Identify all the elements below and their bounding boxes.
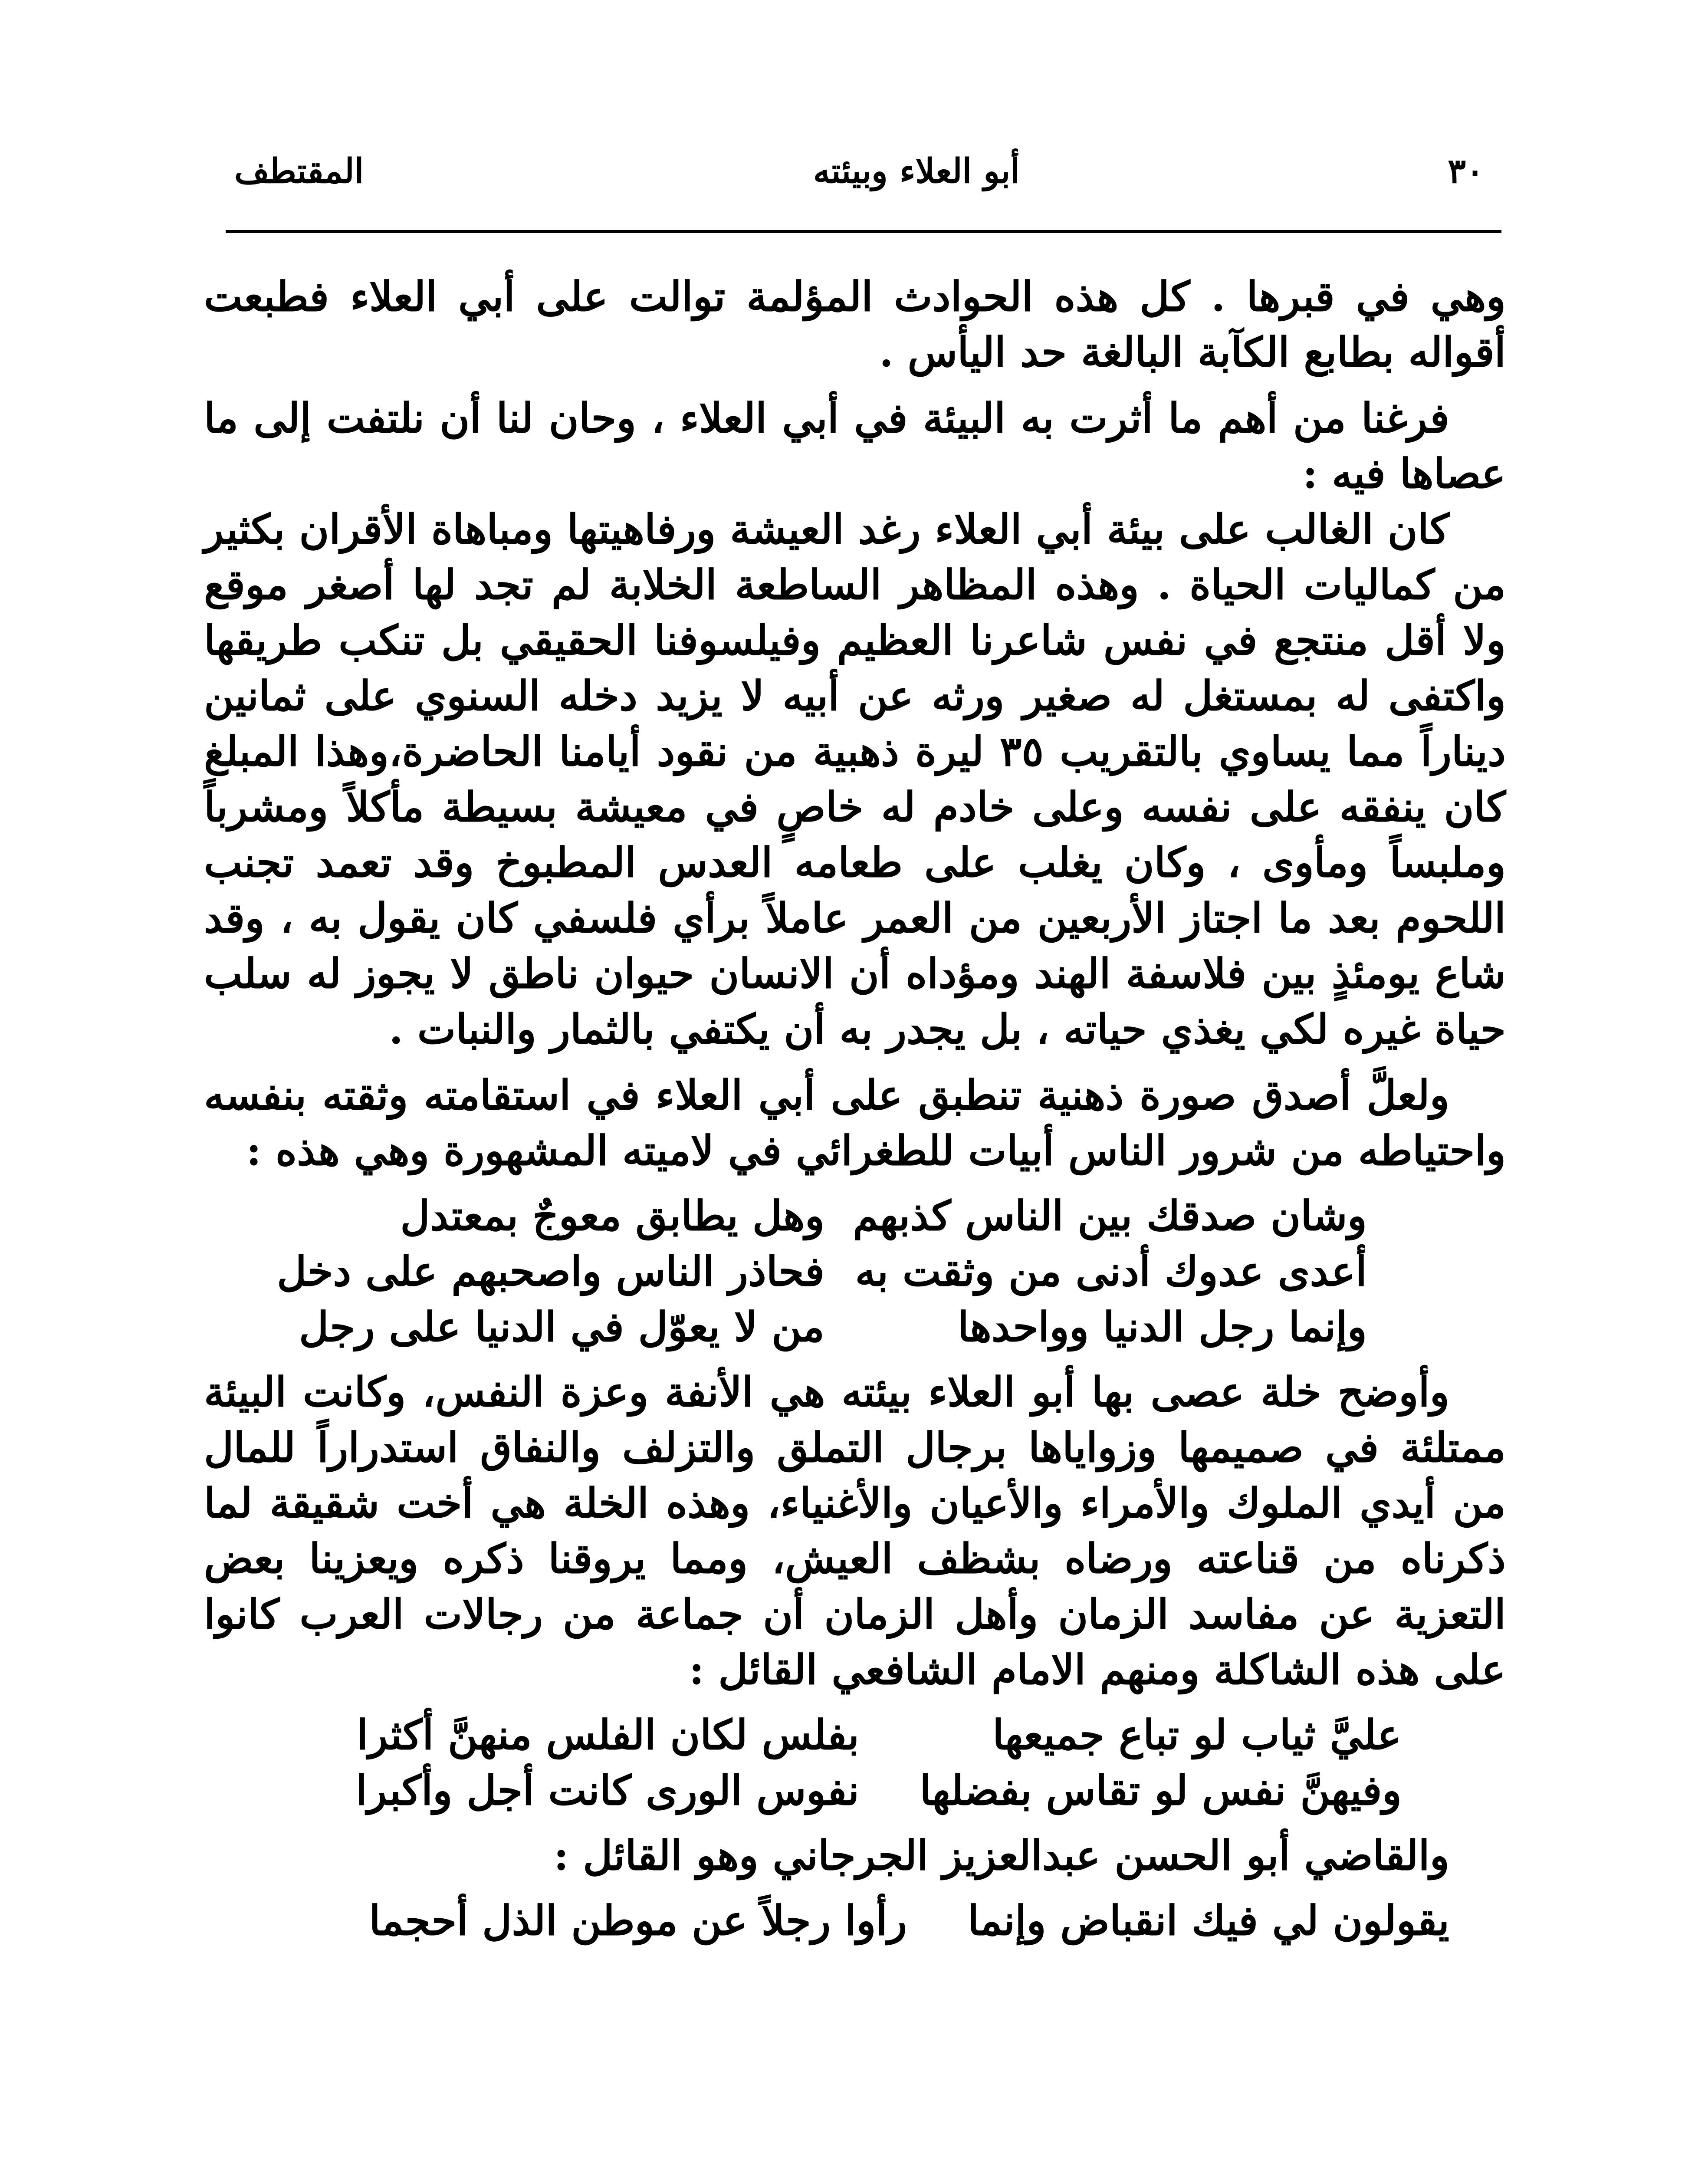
paragraph-continuation: وهي في قبرها . كل هذه الحوادث المؤلمة توالت على أبي العلاء فطبعت أقواله بطابع الكآبة البالغة حد اليأس . — [204, 273, 1506, 376]
verse-line — [204, 1707, 1506, 1763]
verse-first-hemistich: يقولون لي فيك انقباض وإنما — [967, 1897, 1449, 1945]
verse-second-hemistich: رأوا رجلاً عن موطن الذل أحجما — [369, 1897, 907, 1945]
paragraph-jurjani-intro: والقاضي أبو الحسن عبدالعزيز الجرجاني وهو القائل : — [553, 1832, 1449, 1880]
verse-line — [204, 1188, 1506, 1244]
page-number: ٣٠ — [1448, 151, 1484, 191]
verse-first-hemistich: وشان صدقك بين الناس كذبهم — [853, 1192, 1367, 1240]
verse-second-hemistich: فحاذر الناس واصحبهم على دخل — [277, 1248, 824, 1295]
verse-line — [204, 1299, 1506, 1355]
paragraph-transition: فرغنا من أهم ما أثرت به البيئة في أبي العلاء ، وحان لنا أن نلتفت إلى ما عصاها فيه : — [204, 395, 1506, 498]
verse-second-hemistich: بفلس لكان الفلس منهنَّ أكثرا — [357, 1711, 859, 1759]
paragraph-simple-life: كان الغالب على بيئة أبي العلاء رغد العيشة ورفاهيتها ومباهاة الأقران بكثير من كماليات الحياة . وهذه المظاهر الساطعة الخلابة لم تجد لها أصغر موقع ولا أقل منتجع في نفس شاعرنا العظيم وفيلسوفنا الحقيقي بل تنكب طريقها واكتفى له بمستغل له صغير ورثه عن أبيه لا يزيد دخله السنوي على ثمانين ديناراً مما يساوي بالتقريب ٣٥ ليرة ذهبية من نقود أيامنا الحاضرة،وهذا المبلغ كان ينفقه على نفسه وعلى خادم له خاصٍ في معيشة بسيطة مأكلاً ومشرباً وملبساً ومأوى ، وكان يغلب على طعامه العدس المطبوخ وقد تعمد تجنب اللحوم بعد ما اجتاز الأربعين من العمر عاملاً برأي فلسفي كان يقول به ، وقد شاع يومئذٍ بين فلاسفة الهند ومؤداه أن الانسان حيوان ناطق لا يجوز له سلب حياة غيره لكي يغذي حياته ، بل يجدر به أن يكتفي بالثمار والنبات . — [204, 506, 1506, 1053]
verse-first-hemistich: وفيهنَّ نفس لو تقاس بفضلها — [920, 1767, 1402, 1815]
running-title: أبو العلاء وبيئته — [813, 151, 1020, 191]
poem-shafii — [204, 1707, 1506, 1818]
article-body — [204, 269, 1506, 1958]
verse-second-hemistich: وهل يطابق معوجٌ بمعتدل — [400, 1192, 824, 1240]
verse-first-hemistich: أعدى عدوك أدنى من وثقت به — [855, 1248, 1367, 1295]
journal-name: المقتطف — [234, 151, 364, 191]
header-rule — [226, 230, 1501, 233]
verse-second-hemistich: من لا يعوّل في الدنيا على رجل — [299, 1303, 824, 1351]
poem-jurjani — [204, 1893, 1506, 1949]
running-header — [226, 139, 1501, 204]
verse-line — [204, 1244, 1506, 1299]
verse-line — [204, 1763, 1506, 1818]
verse-line — [204, 1893, 1506, 1949]
verse-second-hemistich: نفوس الورى كانت أجل وأكبرا — [355, 1767, 859, 1815]
verse-first-hemistich: وإنما رجل الدنيا وواحدها — [957, 1303, 1367, 1351]
paragraph-tughrai-intro: ولعلَّ أصدق صورة ذهنية تنطبق على أبي العلاء في استقامته وثقته بنفسه واحتياطه من شرور الناس أبيات للطغرائي في لاميته المشهورة وهي هذه : — [204, 1072, 1506, 1175]
verse-first-hemistich: عليَّ ثياب لو تباع جميعها — [992, 1711, 1402, 1759]
paragraph-pride: وأوضح خلة عصى بها أبو العلاء بيئته هي الأنفة وعزة النفس، وكانت البيئة ممتلئة في صميمها وزواياها برجال التملق والتزلف والنفاق استدراراً للمال من أيدي الملوك والأمراء والأعيان والأغنياء، وهذه الخلة هي أخت شقيقة لما ذكرناه من قناعته ورضاه بشظف العيش، ومما يروقنا ذكره ويعزينا بعض التعزية عن مفاسد الزمان وأهل الزمان أن جماعة من رجالات العرب كانوا على هذه الشاكلة ومنهم الامام الشافعي القائل : — [204, 1368, 1506, 1694]
poem-tughrai — [204, 1188, 1506, 1355]
